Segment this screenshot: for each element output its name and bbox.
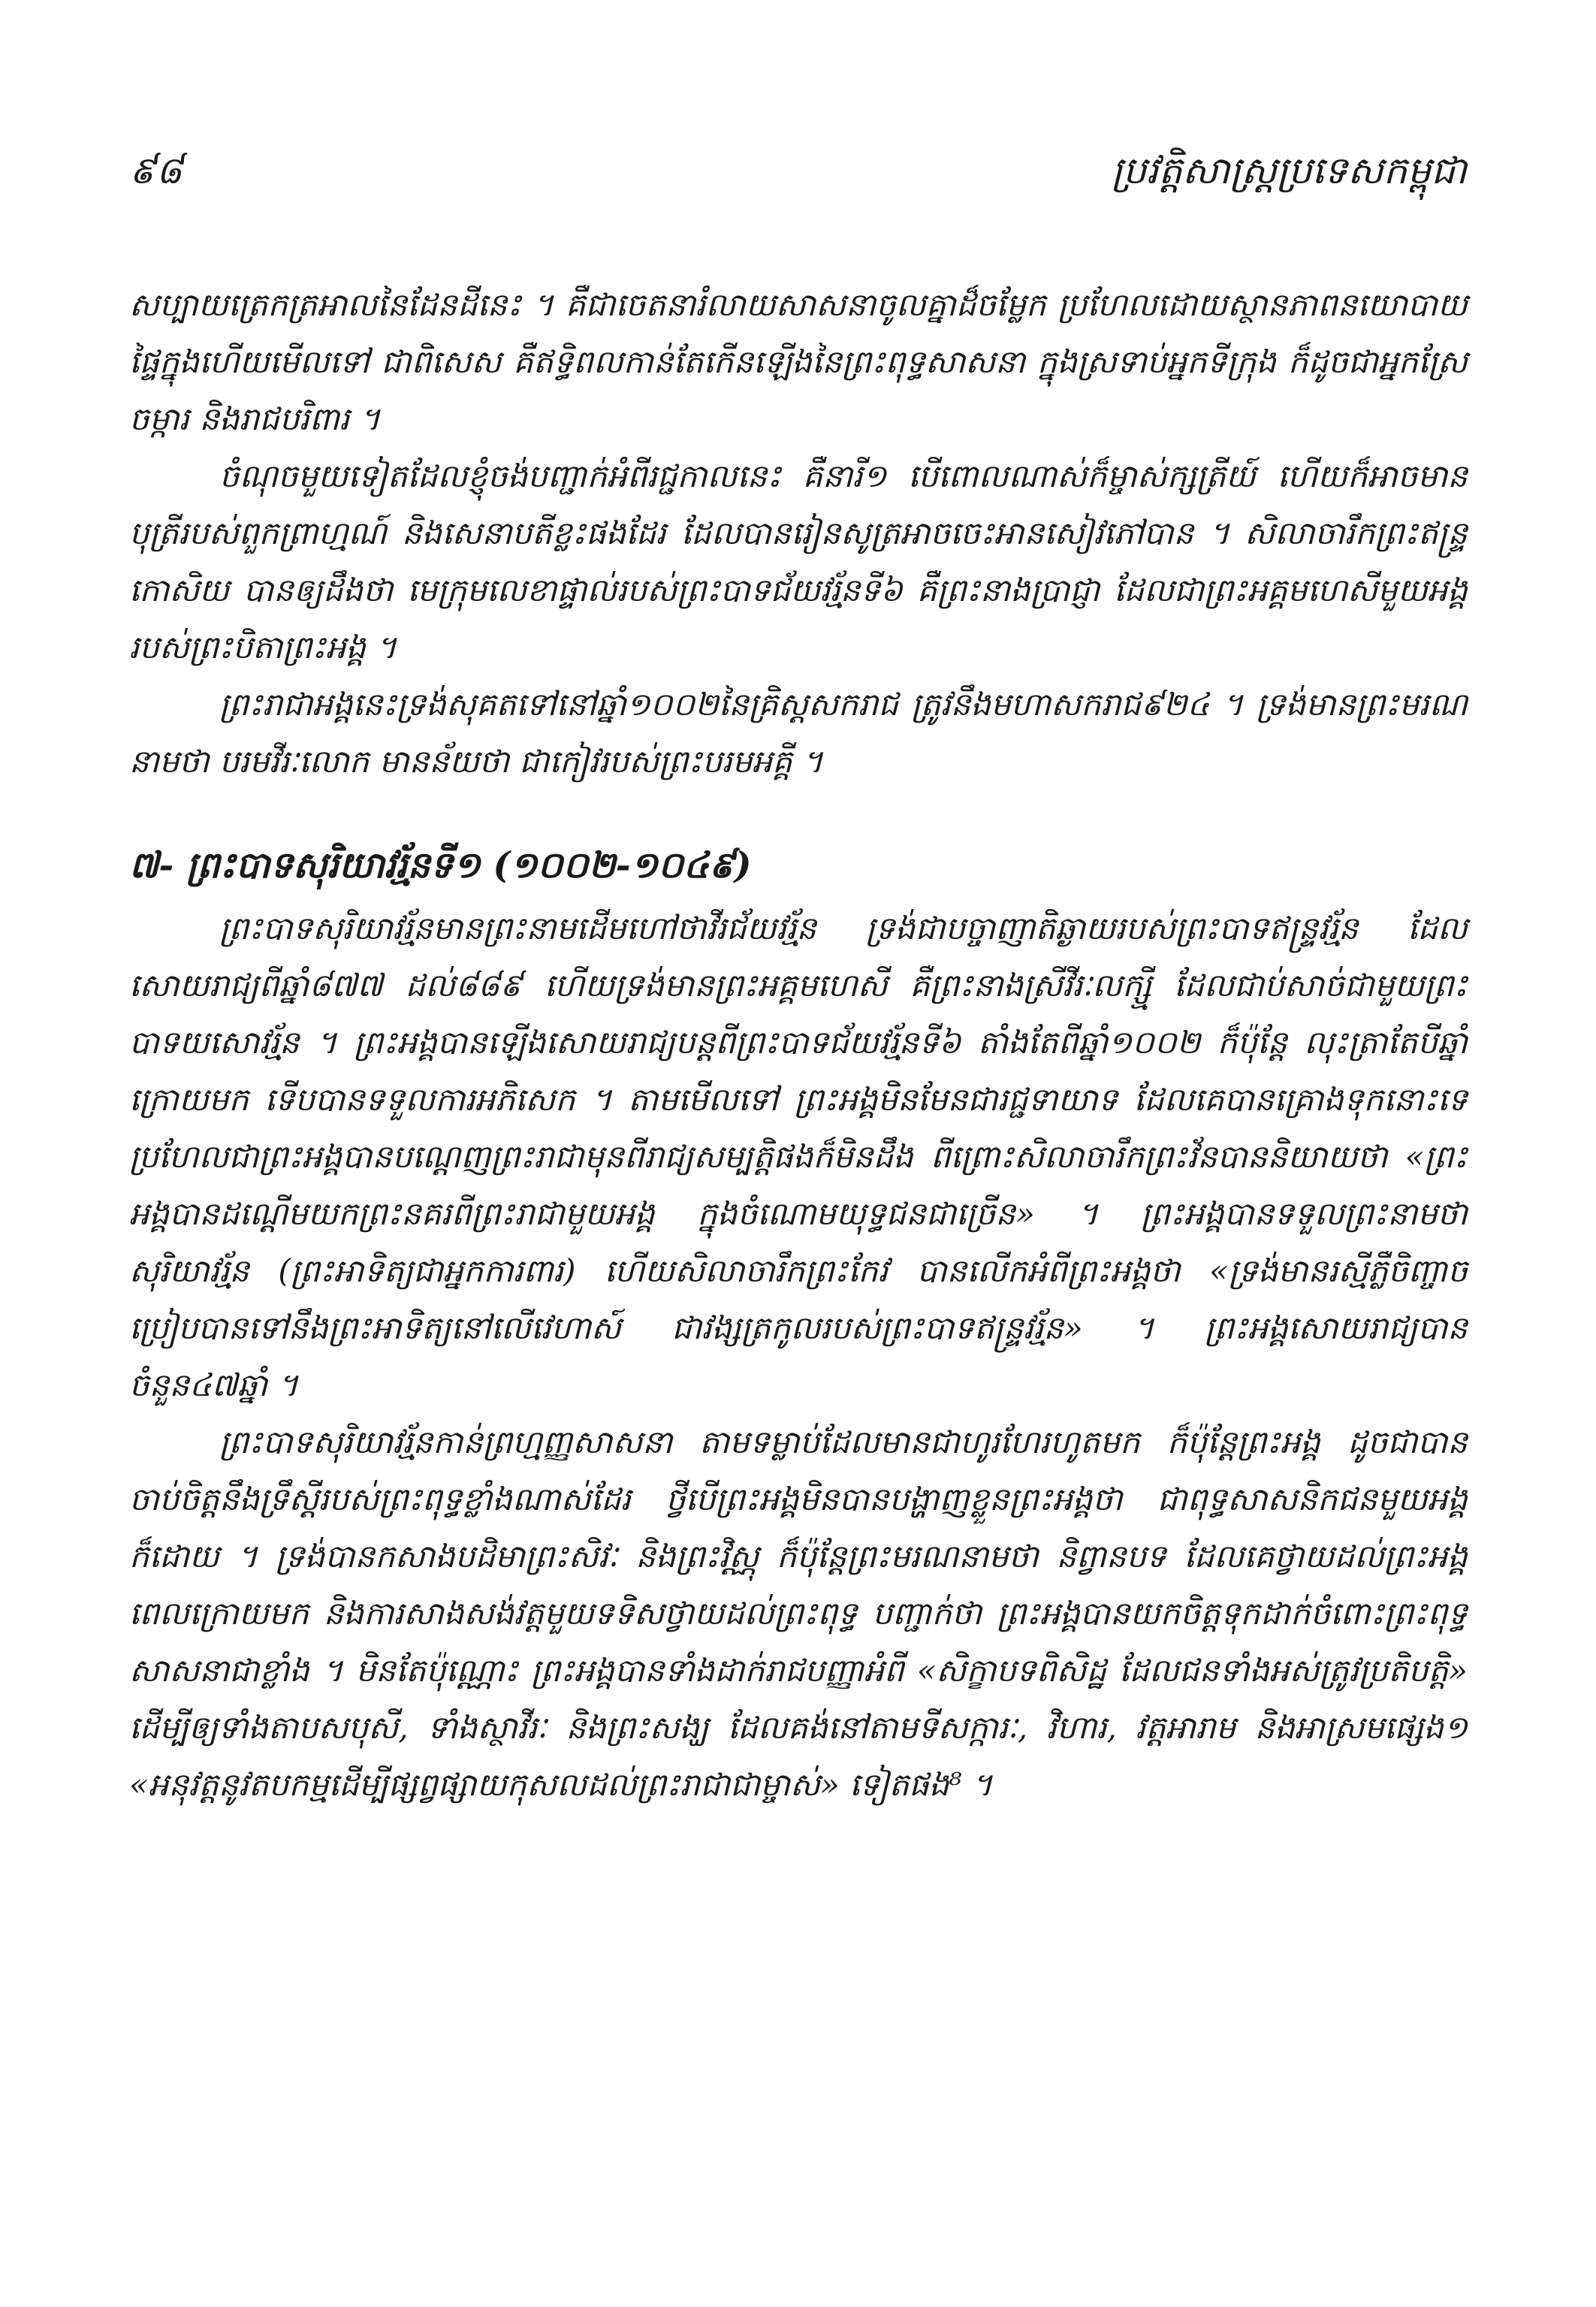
paragraph: ចំណុចមួយទៀតដែលខ្ញុំចង់បញ្ជាក់អំពីរជ្ជកាលនេះ គឺនារី១ បើពោលណាស់ក៏ម្ចាស់ក្សត្រីយ៍ ហើយក៏អាចមានបុត្រីរបស់ពួកព្រាហ្មណ៍ និងសេនាបតីខ្លះផងដែរ ដែលបានរៀនសូត្រអាចចេះអានសៀវភៅបាន ។ សិលាចារឹកព្រះឥន្ទ្រកោសិយ បានឲ្យដឹងថា មេក្រុមលេខាផ្ទាល់របស់ព្រះបាទជ័យវរ្ម័នទី៦ គឺព្រះនាងប្រាជ្ញា ដែលជាព្រះអគ្គមហេសីមួយអង្គរបស់ព្រះបិតាព្រះអង្គ ។ [129, 457, 1468, 666]
book-title: ប្រវត្តិសាស្ត្រប្រទេសកម្ពុជា [1111, 149, 1467, 192]
page-number: ៩៨ [129, 149, 183, 192]
paragraph-continued: សប្បាយត្រេកត្រអាលនៃដែនដីនេះ ។ គឺជាចេតនារំលាយសាសនាចូលគ្នាដ៏ចម្លែក ប្រហែលដោយស្ថានភាពនយោបាយផ្ទៃក្នុងហើយមើលទៅ ជាពិសេស គឺឥទ្ធិពលកាន់តែកើនឡើងនៃព្រះពុទ្ធសាសនា ក្នុងស្រទាប់អ្នកទីក្រុង ក៏ដូចជាអ្នកស្រែចម្ការ និងរាជបរិពារ ។ [129, 286, 1468, 437]
paragraph: ព្រះបាទសុរិយាវរ្ម័នមានព្រះនាមដើមហៅថាវីរជ័យវរ្ម័ន ទ្រង់ជាបច្ចាញាតិឆ្ងាយរបស់ព្រះបាទឥន្ទ្រវរ្ម័ន ដែលសោយរាជ្យពីឆ្នាំ៨៧៧ ដល់៨៨៩ ហើយទ្រង់មានព្រះអគ្គមហេសី គឺព្រះនាងស្រីវីរៈលក្ស្មី ដែលជាប់សាច់ជាមួយព្រះបាទយសោវរ្ម័ន ។ ព្រះអង្គបានឡើងសោយរាជ្យបន្តពីព្រះបាទជ័យវរ្ម័នទី៦ តាំងតែពីឆ្នាំ១០០២ ក៏ប៉ុន្តែ លុះត្រាតែបីឆ្នាំក្រោយមក ទើបបានទទួលការអភិសេក ។ តាមមើលទៅ ព្រះអង្គមិនមែនជារជ្ជទាយាទ ដែលគេបានគ្រោងទុកនោះទេ ប្រហែលជាព្រះអង្គបានបណ្តេញព្រះរាជាមុនពីរាជ្យសម្បត្តិផងក៏មិនដឹង ពីព្រោះសិលាចារឹកព្រះវ័នបាននិយាយថា «ព្រះអង្គបានដណ្តើមយកព្រះនគរពីព្រះរាជាមួយអង្គ ក្នុងចំណោមយុទ្ធជនជាច្រើន» ។ ព្រះអង្គបានទទួលព្រះនាមថា សុរិយាវរ្ម័ន (ព្រះអាទិត្យជាអ្នកការពារ) ហើយសិលាចារឹកព្រះកែវ បានលើកអំពីព្រះអង្គថា «ទ្រង់មានរស្មីភ្លឺចិញ្ចាច ប្រៀបបានទៅនឹងព្រះអាទិត្យនៅលើវេហាស៍ ជាវង្សត្រកូលរបស់ព្រះបាទឥន្ទ្រវរ្ម័ន» ។ ព្រះអង្គសោយរាជ្យបានចំនួន៤៧ឆ្នាំ ។ [129, 910, 1468, 1403]
paragraph: ព្រះបាទសុរិយាវរ្ម័នកាន់ព្រហ្មញ្ញសាសនា តាមទម្លាប់ដែលមានជាហូរហែរហូតមក ក៏ប៉ុន្តែព្រះអង្គ ដូចជាបានចាប់ចិត្តនឹងទ្រឹស្តីរបស់ព្រះពុទ្ធខ្លាំងណាស់ដែរ ថ្វីបើព្រះអង្គមិនបានបង្ហាញខ្លួនព្រះអង្គថា ជាពុទ្ធសាសនិកជនមួយអង្គក៏ដោយ ។ ទ្រង់បានកសាងបដិមាព្រះសិវៈ និងព្រះវិស្ណុ ក៏ប៉ុន្តែព្រះមរណនាមថា និព្វានបទ ដែលគេថ្វាយដល់ព្រះអង្គពេលក្រោយមក និងការសាងសង់វត្តមួយទទិសថ្វាយដល់ព្រះពុទ្ធ បញ្ជាក់ថា ព្រះអង្គបានយកចិត្តទុកដាក់ចំពោះព្រះពុទ្ធសាសនាជាខ្លាំង ។ មិនតែប៉ុណ្ណោះ ព្រះអង្គបានទាំងដាក់រាជបញ្ញាអំពី «សិក្ខាបទពិសិដ្ឋ ដែលជនទាំងអស់ត្រូវប្រតិបត្តិ» ដើម្បីឲ្យទាំងតាបសបុសី, ទាំងស្ថាវីរៈ និងព្រះសង្ឃ ដែលគង់នៅតាមទីសក្ការៈ, វិហារ, វត្តអារាម និងអាស្រមផ្សេង១ «អនុវត្តនូវតបកម្មដើម្បីផ្សព្វផ្សាយកុសលដល់ព្រះរាជាជាម្ចាស់» ទៀតផង⁸ ។ [129, 1424, 1468, 1803]
running-header [129, 147, 1467, 207]
paragraph: ព្រះរាជាអង្គនេះទ្រង់សុគតទៅនៅឆ្នាំ១០០២នៃគ្រិស្តសករាជ ត្រូវនឹងមហាសករាជ៩២៤ ។ ទ្រង់មានព្រះមរណនាមថា បរមវីរៈលោក មានន័យថា ជាកៀវរបស់ព្រះបរមអគ្គី ។ [129, 686, 1468, 780]
section-heading: ៧- ព្រះបាទសុរិយាវរ្ម័នទី១ (១០០២-១០៤៩) [129, 844, 752, 886]
body-text [129, 276, 1468, 1813]
